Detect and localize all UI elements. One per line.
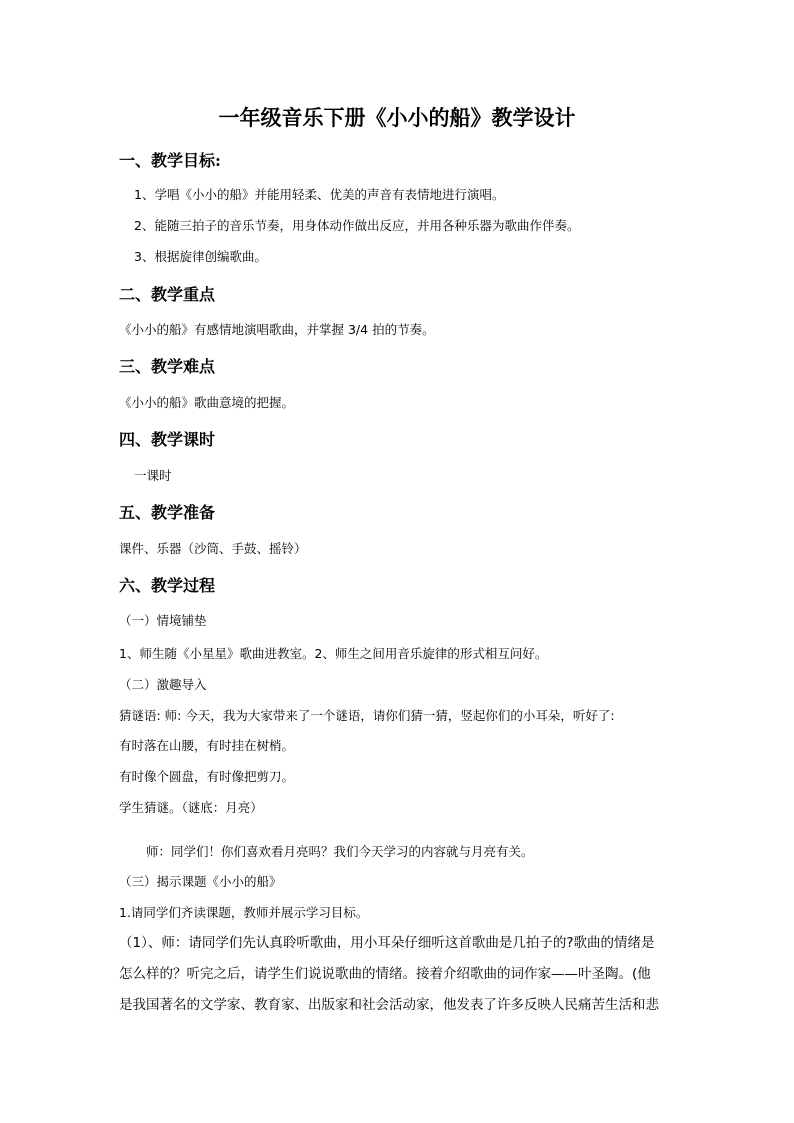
document-title: 一年级音乐下册《小小的船》教学设计 (218, 105, 576, 130)
class-hours-text: 一课时 (134, 468, 172, 483)
process-line-9: 怎么样的？听完之后，请学生们说说歌曲的情绪。接着介绍歌曲的词作家——叶圣陶。(他 (119, 966, 651, 982)
process-line-8: （1）、师：请同学们先认真聆听歌曲，用小耳朵仔细听这首歌曲是几拍子的?歌曲的情绪是 (119, 935, 655, 951)
goal-item-1: 1、学唱《小小的船》并能用轻柔、优美的声音有表情地进行演唱。 (134, 187, 505, 202)
process-subheading-1: （一）情境铺垫 (119, 613, 207, 628)
process-subheading-2: （二）激趣导入 (119, 677, 207, 692)
process-line-4: 有时像个圆盘，有时像把剪刀。 (119, 769, 295, 784)
process-line-1: 1、师生随《小星星》歌曲进教室。2、师生之间用音乐旋律的形式相互问好。 (119, 646, 548, 661)
process-line-6: 师：同学们！你们喜欢看月亮吗？我们今天学习的内容就与月亮有关。 (146, 844, 534, 859)
heading-difficulties: 三、教学难点 (119, 357, 216, 376)
process-line-5: 学生猜谜。（谜底：月亮） (119, 800, 263, 815)
goal-item-2: 2、能随三拍子的音乐节奏，用身体动作做出反应，并用各种乐器为歌曲作伴奏。 (134, 218, 580, 233)
key-points-text: 《小小的船》有感情地演唱歌曲，并掌握 3/4 拍的节奏。 (119, 322, 435, 337)
heading-teaching-process: 六、教学过程 (119, 576, 216, 595)
heading-key-points: 二、教学重点 (119, 285, 216, 304)
process-line-7: 1.请同学们齐读课题，教师并展示学习目标。 (119, 905, 369, 920)
heading-class-hours: 四、教学课时 (119, 430, 216, 449)
heading-teaching-goals: 一、教学目标: (119, 151, 221, 170)
preparation-text: 课件、乐器（沙筒、手鼓、摇铃） (119, 541, 307, 556)
heading-preparation: 五、教学准备 (119, 503, 216, 522)
process-line-2: 猜谜语: 师: 今天，我为大家带来了一个谜语，请你们猜一猜，竖起你们的小耳朵，听好了: (119, 708, 615, 723)
difficulties-text: 《小小的船》歌曲意境的把握。 (119, 395, 295, 410)
process-line-3: 有时落在山腰，有时挂在树梢。 (119, 738, 295, 753)
process-line-10: 是我国著名的文学家、教育家、出版家和社会活动家，他发表了许多反映人民痛苦生活和悲 (119, 997, 659, 1013)
process-subheading-3: （三）揭示课题《小小的船》 (119, 874, 282, 889)
goal-item-3: 3、根据旋律创编歌曲。 (134, 249, 267, 264)
